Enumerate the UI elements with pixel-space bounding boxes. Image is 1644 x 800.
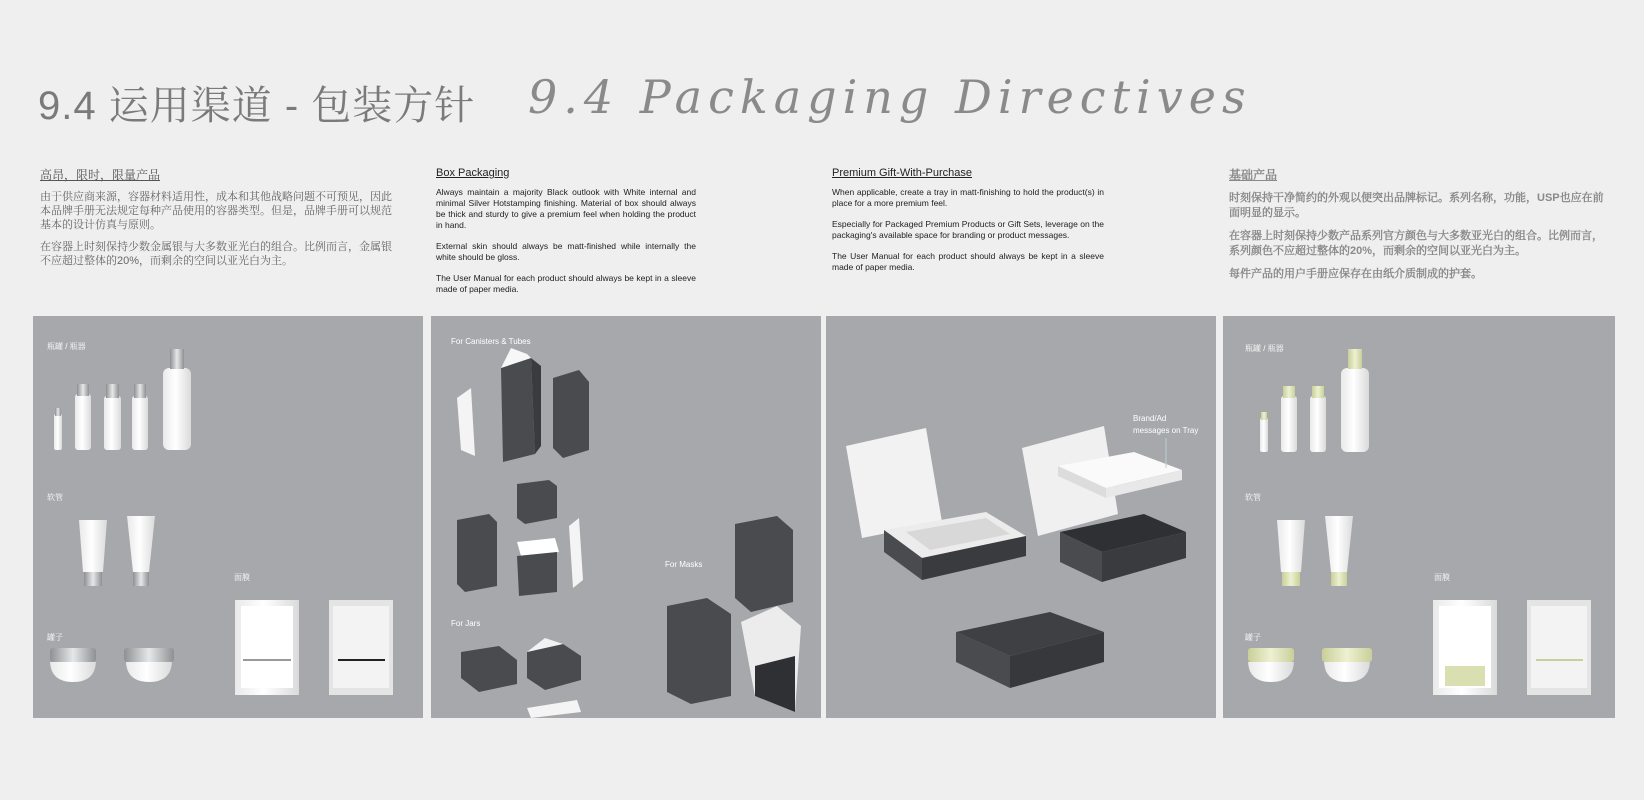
panel-premium-containers: [33, 316, 423, 718]
column-box-packaging: [436, 168, 696, 305]
premium-containers-illustration: [33, 316, 423, 718]
column-paragraph: 时刻保持干净简约的外观以便突出品牌标记。系列名称，功能，USP也应在前面明显的显示。: [1229, 192, 1604, 219]
jar-box-group: [461, 638, 581, 718]
column-basic-products: [1229, 168, 1613, 290]
column-heading: 高昂，限时，限量产品: [40, 168, 161, 182]
label-masks: For Masks: [665, 560, 703, 569]
closed-gift-box: [956, 612, 1104, 688]
canister-box-group: [457, 348, 589, 462]
label-tubes: 软管: [47, 493, 63, 502]
box-packaging-illustration: [431, 316, 821, 718]
column-paragraph: The User Manual for each product should always be kept in a sleeve made of paper media.: [832, 251, 1104, 272]
column-paragraph: 在容器上时刻保持少数金属银与大多数亚光白的组合。比例而言，金属银不应超过整体的20%，而剩余的空间以亚光白为主。: [40, 241, 392, 267]
mask-sachet-group: [1433, 600, 1591, 695]
column-paragraph: Always maintain a majority Black outlook with White internal and minimal Silver Hotstamping finishing. Material of box should always be thick and sturdy to give a premium feel when holding the product in hand.: [436, 187, 696, 230]
label-bottles: 瓶罐 / 瓶器: [1245, 344, 1284, 353]
tube-group: [79, 516, 155, 586]
column-heading: Box Packaging: [436, 167, 510, 179]
label-tubes: 软管: [1245, 493, 1261, 502]
column-paragraph: 由于供应商来源，容器材料适用性，成本和其他战略问题不可预见，因此本品牌手册无法规定每种产品使用的容器类型。但是，品牌手册可以规范基本的设计仿真与原则。: [40, 191, 392, 231]
column-premium-products: [40, 168, 396, 276]
column-heading: 基础产品: [1229, 168, 1278, 182]
panel-basic-containers: [1223, 316, 1615, 718]
column-gift-with-purchase: [832, 168, 1104, 283]
column-paragraph: External skin should always be matt-finished while internally the white should be gloss.: [436, 241, 696, 262]
basic-containers-illustration: [1223, 316, 1615, 718]
jar-group: [50, 648, 174, 682]
mask-box-group: [667, 516, 801, 712]
label-masks: 面膜: [1434, 573, 1450, 582]
label-canisters-tubes: For Canisters & Tubes: [451, 337, 531, 346]
label-jars: 罐子: [1245, 633, 1261, 642]
label-bottles: 瓶罐 / 瓶器: [47, 342, 86, 351]
open-gift-box: [846, 428, 1026, 580]
column-paragraph: When applicable, create a tray in matt-finishing to hold the product(s) in place for a more premium feel.: [832, 187, 1104, 208]
label-masks: 面膜: [234, 573, 250, 582]
label-jars: For Jars: [451, 619, 481, 628]
tray-with-lid: [1022, 426, 1182, 536]
gift-box-illustration: [826, 316, 1216, 718]
column-paragraph: The User Manual for each product should always be kept in a sleeve made of paper media.: [436, 273, 696, 294]
panel-gift-with-purchase: [826, 316, 1216, 718]
panel-box-packaging: [431, 316, 821, 718]
column-paragraph: Especially for Packaged Premium Products or Gift Sets, leverage on the packaging's available space for branding or product messages.: [832, 219, 1104, 240]
page-title: 9.4 运用渠道 - 包装方针: [38, 84, 476, 128]
label-tray-messages-1: Brand/Ad: [1133, 414, 1167, 423]
column-paragraph: 在容器上时刻保持少数产品系列官方颜色与大多数亚光白的组合。比例而言，系列颜色不应超过整体的20%，而剩余的空间以亚光白为主。: [1229, 230, 1603, 257]
column-paragraph: 每件产品的用户手册应保存在由纸介质制成的护套。: [1229, 268, 1482, 280]
bottle-group: [1260, 349, 1369, 452]
jar-group: [1248, 648, 1372, 682]
tube-group: [1277, 516, 1353, 586]
bottle-group: [54, 349, 191, 450]
label-tray-messages-2: messages on Tray: [1133, 426, 1199, 435]
column-heading: Premium Gift-With-Purchase: [832, 167, 972, 179]
page-title-script: 9.4 Packaging Directives: [528, 70, 1252, 124]
mask-sachet-group: [235, 600, 393, 695]
tube-box-group: [457, 480, 583, 596]
label-jars: 罐子: [47, 633, 63, 642]
